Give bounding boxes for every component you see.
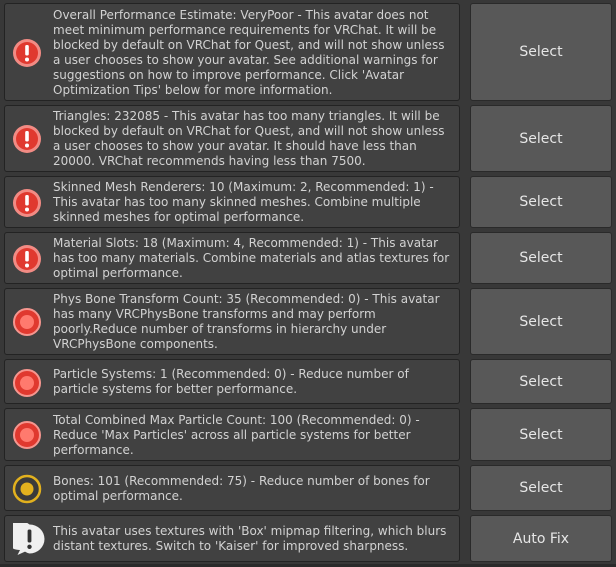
warning-message-box — [4, 408, 460, 461]
info-speech-bubble-icon — [13, 523, 46, 556]
warning-message-text: Total Combined Max Particle Count: 100 (Recommended: 0) - Reduce 'Max Particles' across all particle systems for better performance. — [53, 413, 420, 457]
select-button[interactable]: Select — [470, 176, 612, 228]
error-dot-icon — [12, 420, 42, 450]
warning-row — [4, 3, 614, 101]
warning-message-box — [4, 465, 460, 511]
error-exclamation-icon — [12, 38, 42, 68]
error-dot-icon — [12, 307, 42, 337]
error-exclamation-icon — [12, 188, 42, 218]
error-exclamation-icon — [12, 124, 42, 154]
warning-message-text: Skinned Mesh Renderers: 10 (Maximum: 2, Recommended: 1) - This avatar has too many skinned meshes. Combine multiple skinned meshes for optimal performance. — [53, 180, 434, 224]
warning-row — [4, 359, 614, 404]
info-message-box — [4, 515, 460, 562]
info-row — [4, 515, 614, 562]
warning-row — [4, 176, 614, 228]
warning-message-text: Phys Bone Transform Count: 35 (Recommended: 0) - This avatar has many VRCPhysBone transforms and may perform poorly.Reduce number of transforms in hierarchy under VRCPhysBone components. — [53, 292, 440, 351]
warning-message-text: Bones: 101 (Recommended: 75) - Reduce number of bones for optimal performance. — [53, 474, 430, 503]
warning-row — [4, 105, 614, 172]
warning-message-text: Material Slots: 18 (Maximum: 4, Recommended: 1) - This avatar has too many materials. Combine materials and atlas textures for optimal performance. — [53, 236, 450, 280]
warning-message-box — [4, 232, 460, 284]
info-message-text: This avatar uses textures with 'Box' mipmap filtering, which blurs distant textures. Switch to 'Kaiser' for improved sharpness. — [53, 524, 447, 553]
select-button[interactable]: Select — [470, 105, 612, 172]
warning-message-text: Overall Performance Estimate: VeryPoor - This avatar does not meet minimum performance requirements for VRChat. It will be blocked by default on VRChat for Quest, and will not show unless a user chooses to show your avatar. See additional warnings for suggestions on how to improve performance. Click 'Avatar Optimization Tips' below for more information. — [53, 8, 445, 97]
warning-row — [4, 408, 614, 461]
warning-message-text: Triangles: 232085 - This avatar has too many triangles. It will be blocked by default on VRChat for Quest, and will not show unless a user chooses to show your avatar. It should have less than 20000. VRChat recommends having less than 7500. — [53, 109, 445, 168]
warning-message-box — [4, 359, 460, 404]
warning-message-box — [4, 288, 460, 355]
select-button[interactable]: Select — [470, 359, 612, 404]
warning-dot-icon — [12, 474, 42, 504]
error-dot-icon — [12, 368, 42, 398]
select-button[interactable]: Select — [470, 465, 612, 511]
warning-message-box — [4, 105, 460, 172]
warning-row — [4, 465, 614, 511]
warning-message-box — [4, 176, 460, 228]
select-button[interactable]: Select — [470, 3, 612, 101]
select-button[interactable]: Select — [470, 232, 612, 284]
auto-fix-button[interactable]: Auto Fix — [470, 515, 612, 562]
warning-message-text: Particle Systems: 1 (Recommended: 0) - Reduce number of particle systems for better performance. — [53, 367, 409, 396]
select-button[interactable]: Select — [470, 408, 612, 461]
warning-row — [4, 288, 614, 355]
warning-message-box — [4, 3, 460, 101]
error-exclamation-icon — [12, 244, 42, 274]
select-button[interactable]: Select — [470, 288, 612, 355]
warning-row — [4, 232, 614, 284]
